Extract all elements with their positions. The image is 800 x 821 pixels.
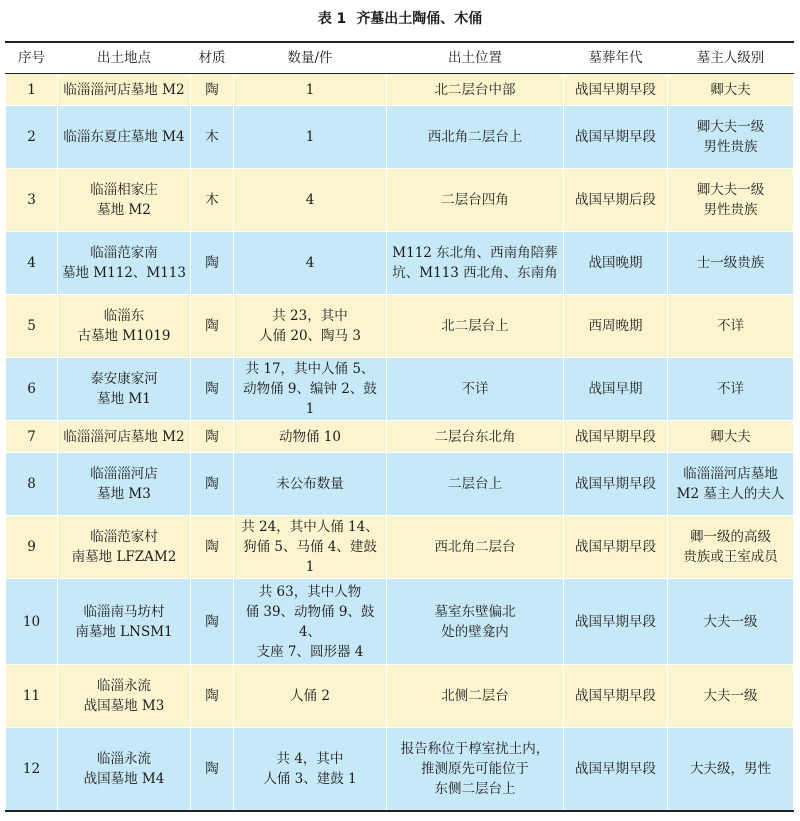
cell-count: 共 17，其中人俑 5、 动物俑 9、编钟 2、鼓 1 [234,358,387,421]
cell-site: 临淄淄河店墓地 M2 [58,421,191,453]
cell-date: 战国早期早段 [564,728,668,812]
table-row [6,516,794,579]
cell-position: 墓室东壁偏北 处的壁龛内 [387,579,564,665]
cell-material: 陶 [191,516,234,579]
cell-rank: 大夫级，男性 [668,728,794,812]
table-row [6,728,794,812]
cell-count: 未公布数量 [234,453,387,516]
cell-site: 临淄范家南 墓地 M112、M113 [58,232,191,295]
cell-position: 二层台上 [387,453,564,516]
caption-label: 表 1 [317,11,347,27]
cell-material: 陶 [191,295,234,358]
table-row [6,232,794,295]
table-caption [0,8,800,28]
cell-site: 临淄永流 战国墓地 M4 [58,728,191,812]
cell-date: 战国早期早段 [564,74,668,106]
cell-position: 北二层台中部 [387,74,564,106]
cell-material: 木 [191,169,234,232]
cell-rank: 士一级贵族 [668,232,794,295]
cell-no: 4 [6,232,58,295]
cell-position: M112 东北角、西南角陪葬 坑、M113 西北角、东南角 [387,232,564,295]
caption-title: 齐墓出土陶俑、木俑 [356,11,483,27]
cell-date: 战国晚期 [564,232,668,295]
cell-position: 二层台四角 [387,169,564,232]
cell-site: 临淄东夏庄墓地 M4 [58,106,191,169]
cell-site: 临淄相家庄 墓地 M2 [58,169,191,232]
cell-material: 陶 [191,232,234,295]
cell-no: 10 [6,579,58,665]
cell-date: 战国早期早段 [564,665,668,728]
header-cell-material: 材质 [191,42,234,74]
cell-material: 陶 [191,579,234,665]
table-row [6,665,794,728]
cell-date: 战国早期早段 [564,421,668,453]
cell-material: 陶 [191,74,234,106]
cell-material: 陶 [191,421,234,453]
table-row [6,358,794,421]
cell-rank: 不详 [668,358,794,421]
cell-count: 动物俑 10 [234,421,387,453]
cell-rank: 临淄淄河店墓地 M2 墓主人的夫人 [668,453,794,516]
cell-count: 人俑 2 [234,665,387,728]
cell-material: 陶 [191,358,234,421]
cell-no: 8 [6,453,58,516]
cell-site: 临淄淄河店 墓地 M3 [58,453,191,516]
cell-no: 3 [6,169,58,232]
table-row [6,106,794,169]
cell-rank: 大夫一级 [668,579,794,665]
cell-material: 木 [191,106,234,169]
cell-count: 共 63，其中人物 俑 39、动物俑 9、鼓 4、 支座 7、圆形器 4 [234,579,387,665]
cell-count: 1 [234,74,387,106]
cell-position: 北侧二层台 [387,665,564,728]
cell-date: 战国早期早段 [564,516,668,579]
table-row [6,74,794,106]
cell-rank: 卿大夫一级 男性贵族 [668,106,794,169]
header-cell-site: 出土地点 [58,42,191,74]
header-row [6,42,794,74]
cell-date: 战国早期早段 [564,453,668,516]
header-cell-position: 出土位置 [387,42,564,74]
cell-site: 临淄永流 战国墓地 M3 [58,665,191,728]
cell-no: 1 [6,74,58,106]
cell-no: 7 [6,421,58,453]
table-row [6,453,794,516]
cell-count: 共 23，其中 人俑 20、陶马 3 [234,295,387,358]
cell-material: 陶 [191,453,234,516]
cell-no: 6 [6,358,58,421]
cell-site: 临淄范家村 南墓地 LFZAM2 [58,516,191,579]
cell-position: 报告称位于椁室扰土内， 推测原先可能位于 东侧二层台上 [387,728,564,812]
cell-position: 二层台东北角 [387,421,564,453]
cell-date: 战国早期早段 [564,106,668,169]
cell-no: 11 [6,665,58,728]
cell-rank: 卿大夫 [668,74,794,106]
cell-position: 不详 [387,358,564,421]
table-row [6,421,794,453]
cell-count: 共 24，其中人俑 14、 狗俑 5、马俑 4、建鼓 1 [234,516,387,579]
cell-date: 战国早期早段 [564,579,668,665]
cell-date: 西周晚期 [564,295,668,358]
cell-count: 4 [234,169,387,232]
cell-site: 临淄淄河店墓地 M2 [58,74,191,106]
tomb-figurine-table [5,41,794,812]
header-cell-no: 序号 [6,42,58,74]
cell-count: 1 [234,106,387,169]
cell-rank: 大夫一级 [668,665,794,728]
cell-count: 4 [234,232,387,295]
cell-material: 陶 [191,665,234,728]
cell-position: 西北角二层台上 [387,106,564,169]
header-cell-rank: 墓主人级别 [668,42,794,74]
cell-site: 临淄东 古墓地 M1019 [58,295,191,358]
table-row [6,169,794,232]
cell-rank: 卿一级的高级 贵族或王室成员 [668,516,794,579]
cell-rank: 卿大夫一级 男性贵族 [668,169,794,232]
table-row [6,295,794,358]
cell-date: 战国早期 [564,358,668,421]
header-cell-date: 墓葬年代 [564,42,668,74]
cell-rank: 卿大夫 [668,421,794,453]
cell-no: 12 [6,728,58,812]
cell-position: 北二层台上 [387,295,564,358]
cell-no: 9 [6,516,58,579]
cell-no: 5 [6,295,58,358]
cell-count: 共 4，其中 人俑 3、建鼓 1 [234,728,387,812]
cell-site: 临淄南马坊村 南墓地 LNSM1 [58,579,191,665]
cell-no: 2 [6,106,58,169]
cell-date: 战国早期后段 [564,169,668,232]
cell-rank: 不详 [668,295,794,358]
header-cell-count: 数量/件 [234,42,387,74]
cell-material: 陶 [191,728,234,812]
cell-position: 西北角二层台 [387,516,564,579]
cell-site: 泰安康家河 墓地 M1 [58,358,191,421]
table-row [6,579,794,665]
